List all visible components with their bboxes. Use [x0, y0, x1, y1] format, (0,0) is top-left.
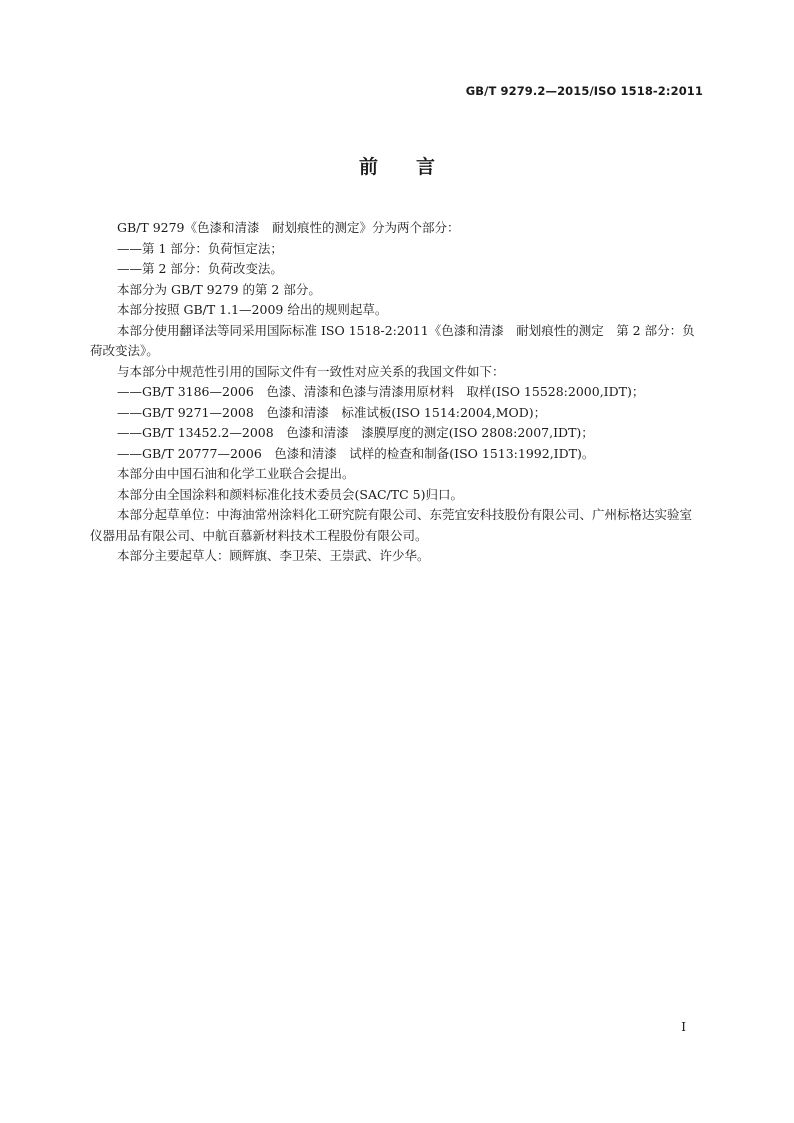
paragraph-references-intro: 与本部分中规范性引用的国际文件有一致性对应关系的我国文件如下： — [117, 363, 505, 379]
paragraph-series-intro: GB/T 9279《色漆和清漆 耐划痕性的测定》分为两个部分： — [117, 220, 460, 235]
page-title: 前言 — [358, 156, 473, 178]
paragraph-adoption: 本部分使用翻译法等同采用国际标准 ISO 1518-2:2011《色漆和清漆 耐划痕性的测定 第 2 部分：负荷改变法》。 — [90, 322, 695, 358]
paragraph-part-1: ——第 1 部分：负荷恒定法； — [117, 240, 283, 256]
paragraph-part-2: ——第 2 部分：负荷改变法。 — [117, 261, 283, 276]
paragraph-this-part: 本部分为 GB/T 9279 的第 2 部分。 — [117, 281, 321, 297]
paragraph-proposer: 本部分由中国石油和化学工业联合会提出。 — [117, 466, 355, 481]
foreword-body — [90, 218, 704, 567]
paragraph-drafting-units: 本部分起草单位：中海油常州涂料化工研究院有限公司、东莞宜安科技股份有限公司、广州标格达实验室仪器用品有限公司、中航百慕新材料技术工程股份有限公司。 — [90, 507, 693, 543]
paragraph-drafting-rules: 本部分按照 GB/T 1.1—2009 给出的规则起草。 — [117, 302, 388, 317]
paragraph-committee: 本部分由全国涂料和颜料标准化技术委员会(SAC/TC 5)归口。 — [117, 486, 463, 502]
paragraph-drafters: 本部分主要起草人：顾辉旗、李卫荣、王崇武、许少华。 — [117, 548, 430, 563]
paragraph-ref-13452: ——GB/T 13452.2—2008 色漆和清漆 漆膜厚度的测定(ISO 2808:2007,IDT)； — [117, 425, 594, 440]
standard-code-header: GB/T 9279.2—2015/ISO 1518-2:2011 — [465, 84, 703, 98]
paragraph-ref-3186: ——GB/T 3186—2006 色漆、清漆和色漆与清漆用原材料 取样(ISO 15528:2000,IDT)； — [117, 384, 645, 399]
paragraph-ref-20777: ——GB/T 20777—2006 色漆和清漆 试样的检查和制备(ISO 1513:1992,IDT)。 — [117, 445, 595, 461]
page-number: I — [681, 1020, 686, 1034]
paragraph-ref-9271: ——GB/T 9271—2008 色漆和清漆 标准试板(ISO 1514:2004,MOD)； — [117, 404, 547, 420]
